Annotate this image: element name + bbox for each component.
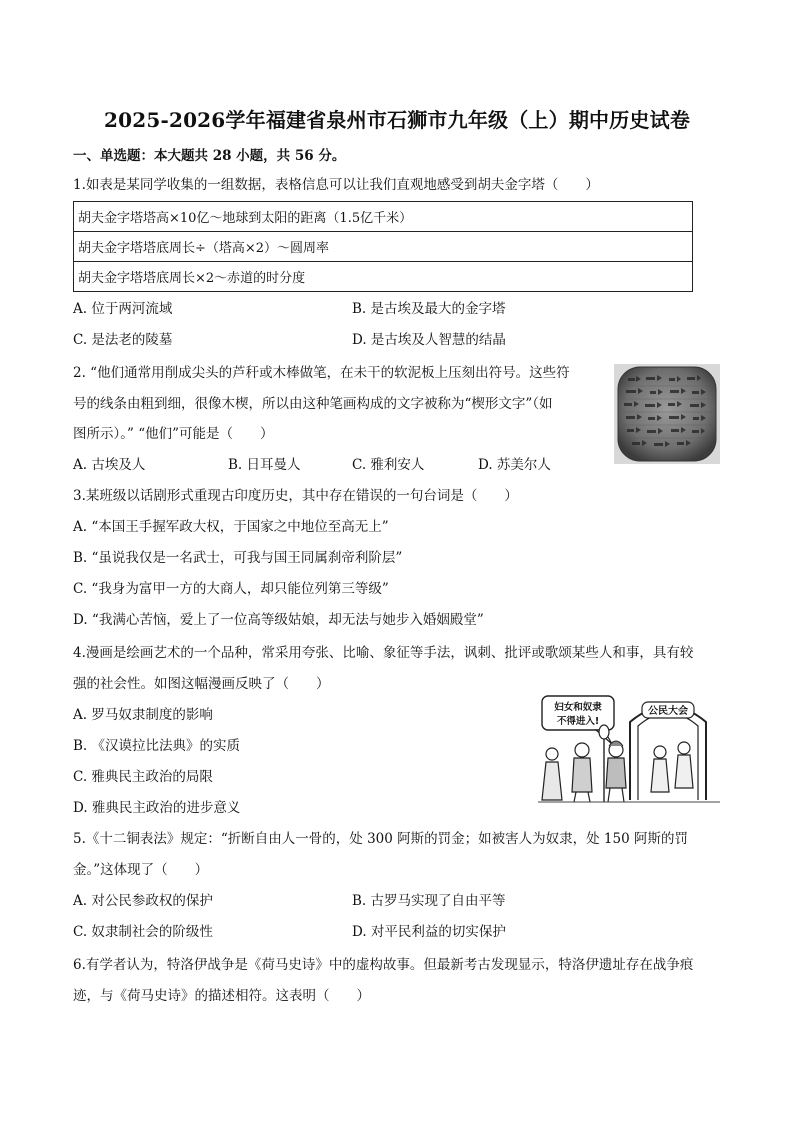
q2-stem-line2: 号的线条由粗到细，很像木楔，所以由这种笔画构成的文字被称为“楔形文字”（如 bbox=[73, 396, 553, 412]
table-cell: 胡夫金字塔塔底周长×2～赤道的时分度 bbox=[74, 262, 693, 292]
q6-stem-line2: 迹，与《荷马史诗》的描述相符。这表明（ ） bbox=[73, 988, 370, 1004]
q1-option-a: A. 位于两河流域 bbox=[73, 301, 173, 317]
q4-stem-line2: 强的社会性。如图这幅漫画反映了（ ） bbox=[73, 676, 330, 692]
q3-stem: 3.某班级以话剧形式重现古印度历史，其中存在错误的一句台词是（ ） bbox=[73, 488, 518, 504]
q1-option-b: B. 是古埃及最大的金字塔 bbox=[352, 301, 506, 317]
q4-stem-line1: 4.漫画是绘画艺术的一个品种，常采用夸张、比喻、象征等手法，讽刺、批评或歌颂某些人和事，具有较 bbox=[73, 645, 694, 661]
q1-data-table bbox=[73, 201, 693, 292]
q5-option-d: D. 对平民利益的切实保护 bbox=[352, 924, 506, 940]
exam-title: 2025-2026学年福建省泉州市石狮市九年级（上）期中历史试卷 bbox=[103, 108, 691, 132]
q2-option-c: C. 雅利安人 bbox=[352, 457, 425, 473]
q5-stem-line1: 5.《十二铜表法》规定：“折断自由人一骨的，处 300 阿斯的罚金；如被害人为奴隶，处 150 阿斯的罚 bbox=[73, 831, 688, 847]
q1-option-d: D. 是古埃及人智慧的结晶 bbox=[352, 332, 506, 348]
q2-stem-line3: 图所示）。” “他们”可能是（ ） bbox=[73, 426, 274, 442]
table-cell: 胡夫金字塔塔高×10亿～地球到太阳的距离（1.5亿千米） bbox=[74, 202, 693, 232]
q5-option-c: C. 奴隶制社会的阶级性 bbox=[73, 924, 213, 940]
q5-option-b: B. 古罗马实现了自由平等 bbox=[352, 893, 506, 909]
q4-option-b: B. 《汉谟拉比法典》的实质 bbox=[73, 738, 241, 754]
q3-option-d: D. “我满心苦恼，爱上了一位高等级姑娘，却无法与她步入婚姻殿堂” bbox=[73, 612, 484, 628]
q4-option-c: C. 雅典民主政治的局限 bbox=[73, 769, 213, 785]
q5-option-a: A. 对公民参政权的保护 bbox=[73, 893, 213, 909]
cuneiform-tablet-image bbox=[614, 364, 720, 464]
q2-option-b: B. 日耳曼人 bbox=[228, 457, 301, 473]
table-row bbox=[74, 232, 693, 262]
q1-stem: 1.如表是某同学收集的一组数据，表格信息可以让我们直观地感受到胡夫金字塔（ ） bbox=[73, 177, 599, 193]
q2-stem-line1: 2. “他们通常用削成尖头的芦秆或木棒做笔，在未干的软泥板上压刻出符号。这些符 bbox=[73, 365, 570, 381]
section-heading: 一、单选题：本大题共 28 小题，共 56 分。 bbox=[73, 148, 346, 164]
q4-option-a: A. 罗马奴隶制度的影响 bbox=[73, 707, 213, 723]
table-row bbox=[74, 262, 693, 292]
q1-option-c: C. 是法老的陵墓 bbox=[73, 332, 173, 348]
cartoon-bubble-line1: 妇女和奴隶 bbox=[554, 702, 602, 713]
q5-stem-line2: 金。”这体现了（ ） bbox=[73, 862, 209, 878]
table-row bbox=[74, 202, 693, 232]
q6-stem-line1: 6.有学者认为，特洛伊战争是《荷马史诗》中的虚构故事。但最新考古发现显示，特洛伊遗址存在战争痕 bbox=[73, 957, 694, 973]
q3-option-b: B. “虽说我仅是一名武士，可我与国王同属刹帝利阶层” bbox=[73, 550, 403, 566]
q2-option-d: D. 苏美尔人 bbox=[478, 457, 551, 473]
cartoon-sign-text: 公民大会 bbox=[648, 706, 688, 717]
q3-option-a: A. “本国王手握军政大权，于国家之中地位至高无上” bbox=[73, 519, 389, 535]
q3-option-c: C. “我身为富甲一方的大商人，却只能位列第三等级” bbox=[73, 581, 389, 597]
cartoon-bubble-line2: 不得进入! bbox=[556, 716, 600, 727]
q2-option-a: A. 古埃及人 bbox=[73, 457, 146, 473]
table-cell: 胡夫金字塔塔底周长÷（塔高×2）～圆周率 bbox=[74, 232, 693, 262]
assembly-cartoon-image bbox=[538, 692, 720, 804]
q4-option-d: D. 雅典民主政治的进步意义 bbox=[73, 800, 241, 816]
